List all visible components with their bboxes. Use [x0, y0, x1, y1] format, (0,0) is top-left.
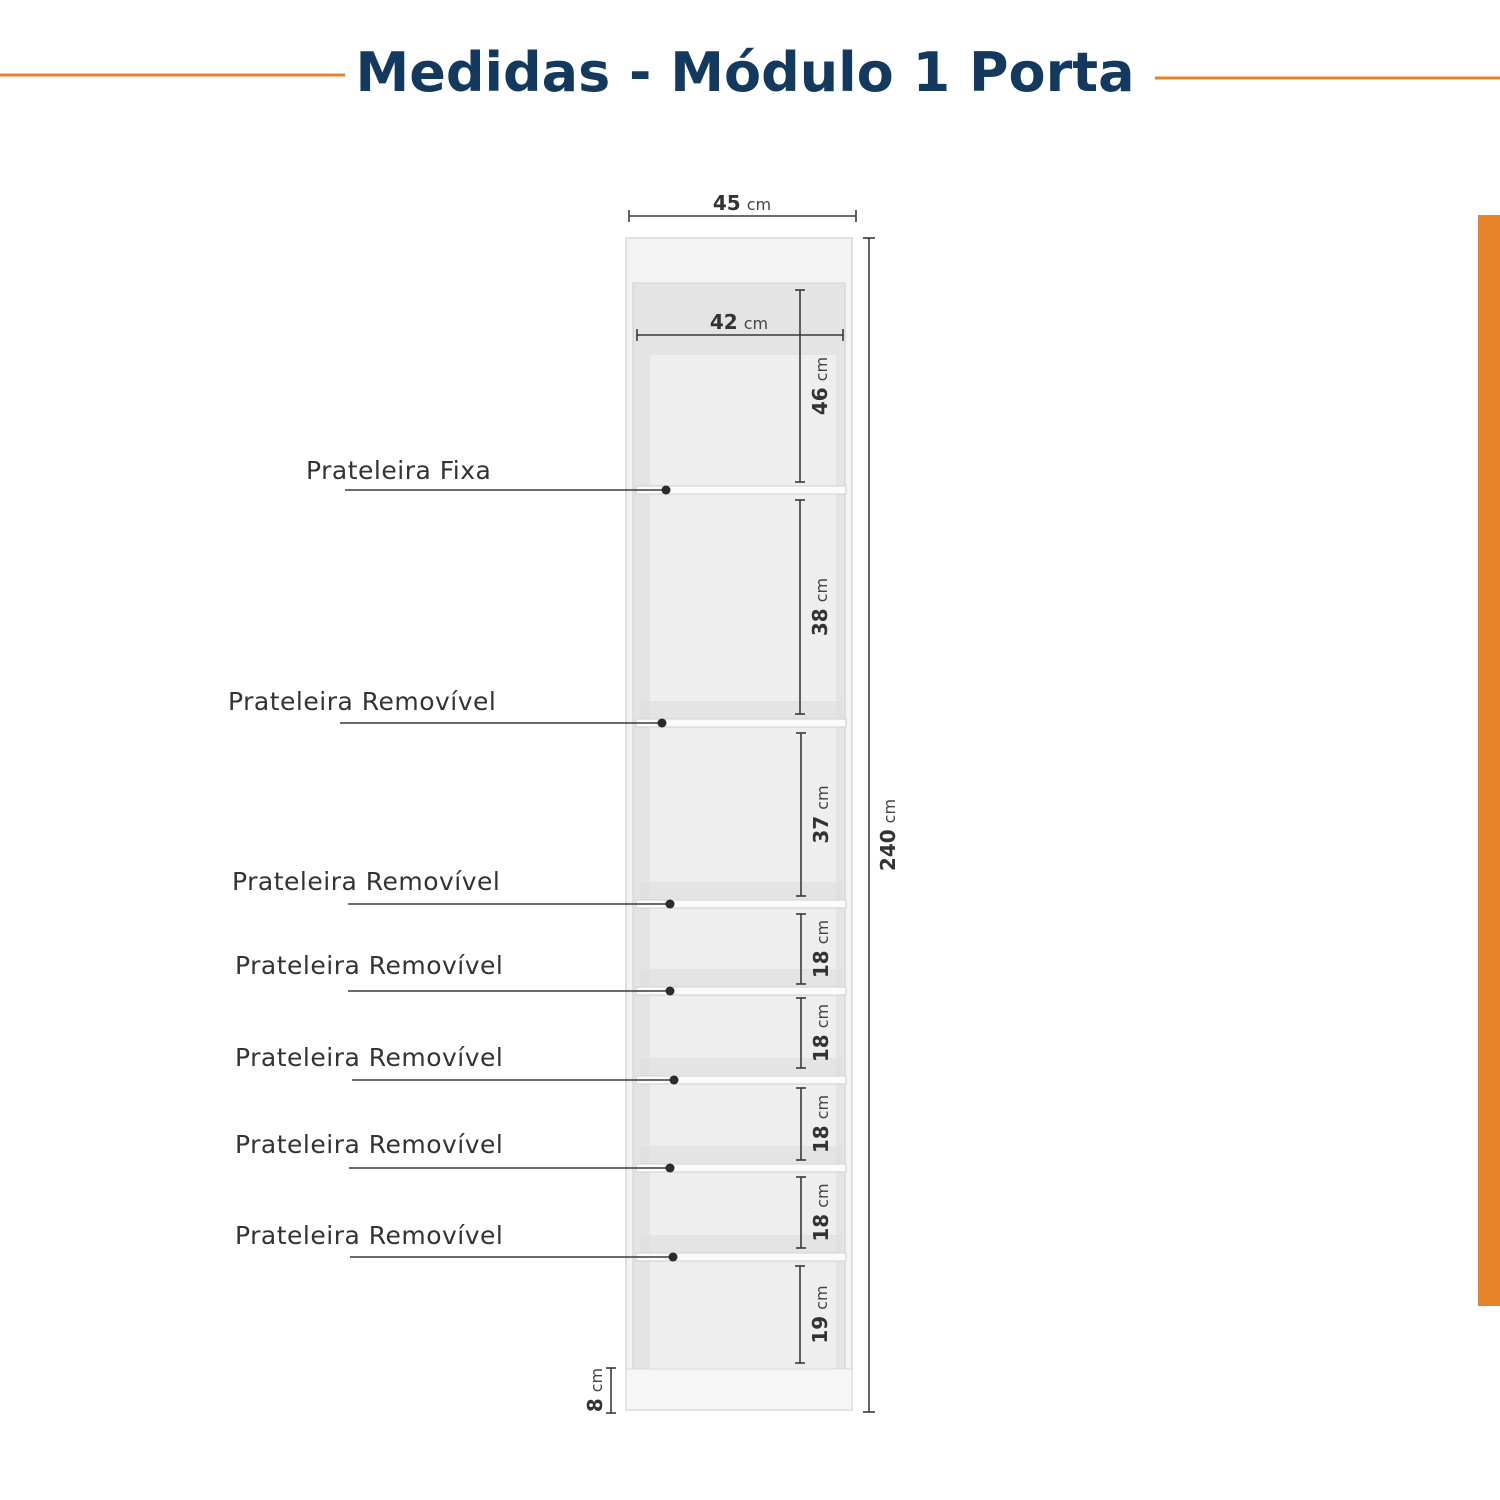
inner-width-label: 42 cm	[709, 310, 769, 334]
leader-dot	[670, 1076, 679, 1085]
shelf-label: Prateleira Removível	[232, 867, 501, 896]
shelf-callout	[232, 867, 675, 909]
shelf-label: Prateleira Removível	[235, 1043, 504, 1072]
leader-dot	[658, 719, 667, 728]
compartment-height-label: 38cm	[808, 577, 832, 637]
total-height-label: 240cm	[876, 798, 900, 872]
leader-dot	[666, 900, 675, 909]
shelf-callout	[306, 456, 671, 495]
compartment-height-label: 46cm	[808, 356, 832, 416]
leader-dot	[662, 486, 671, 495]
leader-dot	[666, 987, 675, 996]
base-height-dimension	[583, 1368, 616, 1413]
cabinet-base	[626, 1369, 852, 1410]
shelf-callout	[235, 951, 675, 996]
leader-dot	[669, 1253, 678, 1262]
shelf-label: Prateleira Removível	[235, 1130, 504, 1159]
shelf-callout	[228, 687, 667, 728]
compartment-height-label: 19cm	[808, 1285, 832, 1344]
shelf-label: Prateleira Removível	[235, 1221, 504, 1250]
shelf-plank	[636, 701, 846, 727]
shelf-label: Prateleira Fixa	[306, 456, 492, 485]
compartment-height-label: 18cm	[809, 1003, 833, 1063]
outer-width-dimension	[629, 191, 856, 222]
compartment-height-label: 18cm	[809, 1183, 833, 1242]
compartment-height-label: 18cm	[809, 1094, 833, 1154]
shelf-label: Prateleira Removível	[228, 687, 497, 716]
compartment-height-label: 37cm	[809, 785, 833, 844]
shelf-callout	[235, 1130, 675, 1173]
leader-dot	[666, 1164, 675, 1173]
shelf-callout	[235, 1043, 679, 1085]
base-height-label: 8cm	[583, 1367, 607, 1413]
total-height-dimension	[863, 238, 900, 1412]
outer-width-label: 45 cm	[712, 191, 772, 215]
page-title: Medidas - Módulo 1 Porta	[355, 41, 1135, 104]
shelf-labels	[228, 456, 679, 1262]
shelf-label: Prateleira Removível	[235, 951, 504, 980]
shelf-callout	[235, 1221, 678, 1262]
side-accent-bar	[1478, 215, 1500, 1306]
compartment-height-label: 18cm	[809, 919, 833, 979]
